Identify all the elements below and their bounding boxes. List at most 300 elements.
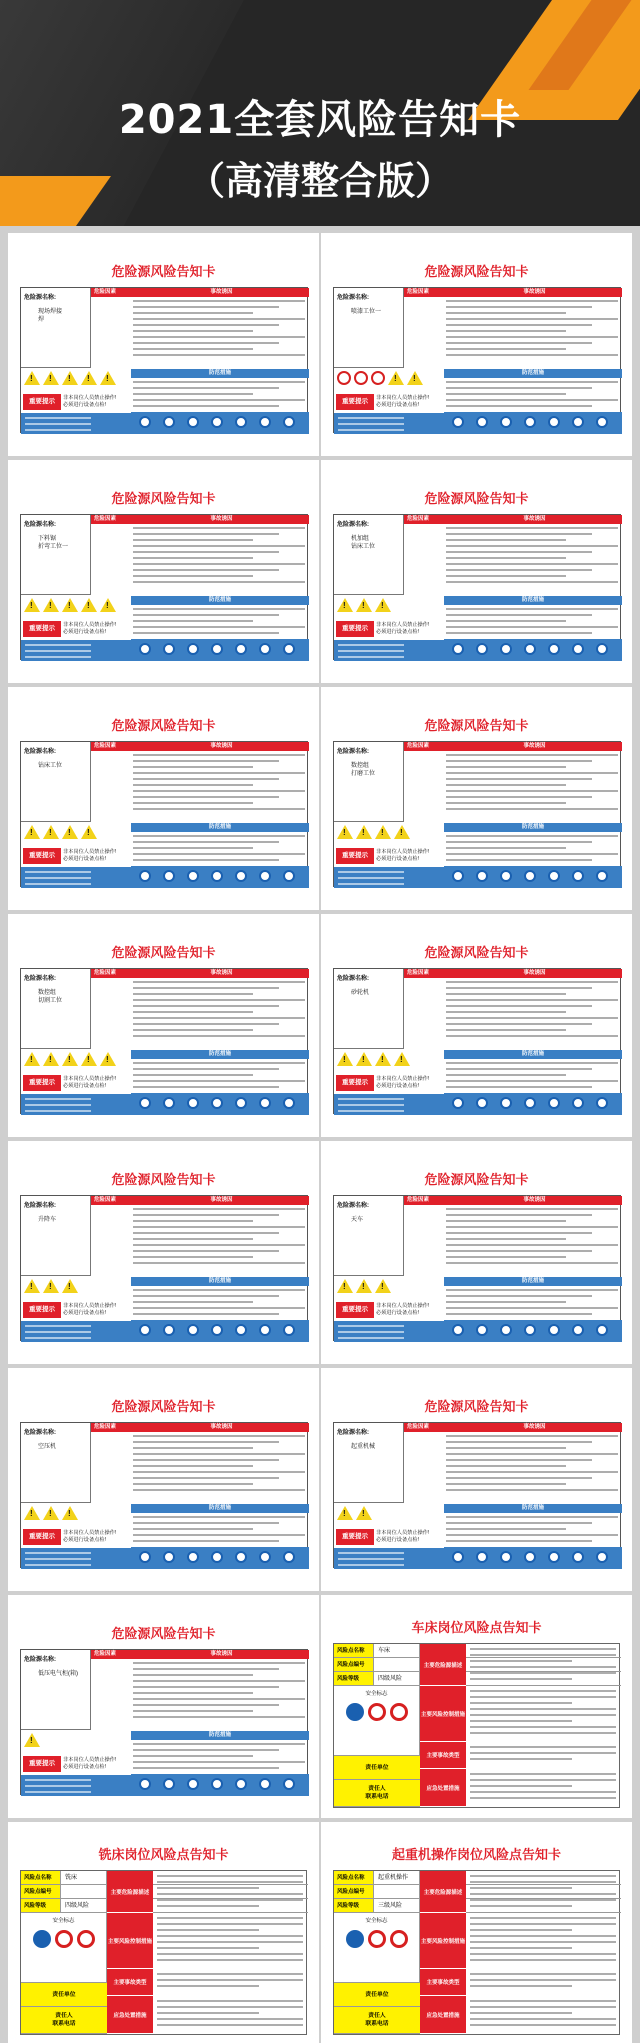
accident-text-line — [133, 772, 305, 774]
accident-text-line — [133, 981, 305, 983]
post-text-line — [470, 1758, 572, 1760]
accident-text-line — [133, 784, 253, 786]
important-label: 重要提示 — [23, 1302, 61, 1318]
hazard-name-label: 危险源名称: — [337, 1430, 369, 1436]
post-text-line — [470, 2012, 572, 2014]
hazard-name-value: 机加组 钻床工位 — [351, 536, 376, 550]
prevention-lines — [446, 1516, 618, 1546]
hazard-name-label: 危险源名称: — [337, 295, 369, 301]
responsibility-footer — [334, 1321, 444, 1342]
prohibition-sign-icon — [368, 1703, 386, 1721]
accident-lines — [446, 527, 618, 587]
prevention-text-line — [446, 632, 592, 634]
prohibition-sign-icon — [390, 1703, 408, 1721]
accident-text-line — [133, 1453, 305, 1455]
ppe-icon — [259, 1324, 271, 1336]
post-text-line — [157, 1947, 259, 1949]
accident-header: 事故诱因 — [131, 1196, 309, 1205]
accident-text-line — [446, 1256, 566, 1258]
hazard-name-value: 下料锯 折弯工位一 — [38, 536, 69, 550]
warning-signs — [24, 371, 128, 391]
footer-line — [25, 1785, 91, 1787]
warning-signs — [24, 1733, 128, 1753]
prevention-text-line — [133, 1755, 253, 1757]
important-label: 重要提示 — [23, 848, 61, 864]
post-text-line — [470, 1973, 616, 1975]
prevention-text-line — [446, 1516, 618, 1518]
accident-header: 事故诱因 — [131, 1650, 309, 1659]
hazard-name-label: 危险源名称: — [337, 1203, 369, 1209]
post-info-value: 起重机操作 — [374, 1871, 420, 1884]
accident-text-line — [446, 557, 566, 559]
warning-triangle-icon — [81, 371, 97, 385]
accident-text-line — [133, 1023, 279, 1025]
hazard-name-value: 空压机 — [38, 1444, 57, 1450]
prevention-lines — [133, 835, 305, 865]
post-text-line — [470, 1779, 616, 1781]
prohibition-sign-icon — [55, 1930, 73, 1948]
post-section-label: 主要危险源描述 — [107, 1871, 153, 1913]
prevention-header: 防范措施 — [131, 1277, 309, 1286]
footer-line — [25, 883, 91, 885]
accident-text-line — [446, 1262, 618, 1264]
responsibility-footer — [334, 640, 444, 661]
post-text-line — [157, 1923, 303, 1925]
ppe-icon — [211, 1324, 223, 1336]
accident-text-line — [133, 1674, 253, 1676]
important-label: 重要提示 — [23, 1756, 61, 1772]
warning-triangle-icon — [394, 825, 410, 839]
warning-triangle-icon — [100, 598, 116, 612]
accident-text-line — [446, 1453, 618, 1455]
prevention-lines — [446, 1289, 618, 1319]
post-text-line — [157, 1979, 303, 1981]
important-notice — [334, 846, 444, 866]
accident-text-line — [133, 1035, 305, 1037]
ppe-icon — [548, 1097, 560, 1109]
post-left-label: 责任单位 — [21, 1983, 107, 2007]
post-text-line — [157, 1893, 303, 1895]
post-section-text — [157, 1875, 303, 1911]
hazard-card — [20, 1649, 308, 1795]
slide-title: 危险源风险告知卡 — [111, 1173, 216, 1188]
hazard-name-value: 升降车 — [38, 1217, 57, 1223]
hazard-name-label: 危险源名称: — [24, 1657, 56, 1663]
accident-text-line — [133, 1668, 279, 1670]
warning-triangle-icon — [356, 1506, 372, 1520]
safety-sign-label: 安全标志 — [365, 1918, 388, 1924]
prohibition-sign-icon — [390, 1930, 408, 1948]
accident-text-line — [133, 1710, 253, 1712]
ppe-icon — [548, 416, 560, 428]
ppe-icon — [283, 870, 295, 882]
accident-text-line — [133, 1005, 279, 1007]
important-text: 非本岗位人员禁止操作! 必须进行设备点检! — [63, 849, 117, 862]
ppe-icon — [548, 1324, 560, 1336]
slide-title: 危险源风险告知卡 — [111, 265, 216, 280]
slide-title: 车床岗位风险点告知卡 — [411, 1621, 542, 1636]
post-section-label: 应急处置措施 — [420, 1996, 466, 2034]
hazard-name-box — [21, 1650, 91, 1730]
accident-text-line — [446, 1035, 618, 1037]
warning-triangle-icon — [356, 1279, 372, 1293]
warning-triangle-icon — [43, 825, 59, 839]
prevention-text-line — [446, 608, 618, 610]
important-text: 非本岗位人员禁止操作! 必须进行设备点检! — [376, 622, 430, 635]
accident-text-line — [133, 569, 279, 571]
hazard-card-slide — [8, 233, 319, 456]
hazard-name-label: 危险源名称: — [24, 522, 56, 528]
accident-text-line — [133, 551, 279, 553]
important-text: 非本岗位人员禁止操作! 必须进行设备点检! — [376, 1303, 430, 1316]
prevention-text-line — [133, 1068, 279, 1070]
ppe-icon-bar — [131, 639, 309, 661]
hazard-name-box — [21, 1423, 91, 1503]
accident-header: 事故诱因 — [444, 1423, 622, 1432]
ppe-icon-bar — [131, 412, 309, 434]
ppe-icon — [548, 870, 560, 882]
accident-text-line — [446, 336, 618, 338]
post-risk-card — [333, 1643, 620, 1808]
prevention-text-line — [446, 1528, 566, 1530]
post-text-line — [157, 1887, 259, 1889]
prevention-text-line — [133, 853, 305, 855]
ppe-icon-bar — [131, 1547, 309, 1569]
post-text-line — [157, 1929, 259, 1931]
post-section-label: 主要风险控制措施 — [420, 1913, 466, 1969]
prevention-header: 防范措施 — [131, 1504, 309, 1513]
post-card-slide — [321, 1822, 632, 2043]
accident-text-line — [133, 1680, 305, 1682]
accident-text-line — [133, 348, 253, 350]
ppe-icon — [283, 1097, 295, 1109]
ppe-icon — [163, 1097, 175, 1109]
safety-sign-icons — [21, 1930, 106, 1948]
ppe-icon — [139, 643, 151, 655]
important-notice — [21, 1073, 131, 1093]
post-section-label: 主要事故类型 — [107, 1969, 153, 1996]
important-notice — [334, 392, 444, 412]
important-notice — [21, 1527, 131, 1547]
post-text-line — [470, 1732, 616, 1734]
post-left-label: 责任单位 — [334, 1983, 420, 2007]
post-text-line — [157, 2006, 303, 2008]
prohibition-sign-icon — [337, 371, 351, 385]
accident-text-line — [446, 1489, 618, 1491]
warning-signs — [24, 1052, 128, 1072]
responsibility-footer — [21, 1094, 131, 1115]
warning-signs — [337, 371, 441, 391]
important-text: 非本岗位人员禁止操作! 必须进行设备点检! — [63, 1530, 117, 1543]
factors-header: 危险因素 — [404, 742, 444, 751]
prevention-text-line — [133, 1295, 279, 1297]
footer-line — [25, 417, 91, 419]
post-section-label: 主要危险源描述 — [420, 1871, 466, 1913]
footer-line — [25, 1558, 91, 1560]
post-text-line — [470, 1979, 616, 1981]
warning-triangle-icon — [407, 371, 423, 385]
important-label: 重要提示 — [23, 621, 61, 637]
warning-triangle-icon — [62, 598, 78, 612]
post-info-key: 风险点名称 — [21, 1871, 61, 1884]
accident-text-line — [133, 336, 305, 338]
accident-text-line — [133, 1208, 305, 1210]
accident-text-line — [133, 790, 305, 792]
hazard-name-value: 钻床工位 — [38, 763, 63, 769]
accident-text-line — [133, 533, 279, 535]
hazard-name-value: 起重机械 — [351, 1444, 376, 1450]
accident-text-line — [133, 999, 305, 1001]
prevention-text-line — [446, 1068, 592, 1070]
important-label: 重要提示 — [336, 1302, 374, 1318]
prevention-text-line — [446, 620, 566, 622]
accident-text-line — [133, 557, 253, 559]
accident-text-line — [133, 539, 253, 541]
ppe-icon — [476, 643, 488, 655]
prevention-text-line — [446, 847, 566, 849]
post-text-line — [157, 1881, 303, 1883]
hazard-name-label: 危险源名称: — [24, 295, 56, 301]
ppe-icon — [572, 1324, 584, 1336]
ppe-icon — [283, 1778, 295, 1790]
warning-triangle-icon — [62, 1506, 78, 1520]
post-text-line — [470, 1881, 616, 1883]
important-label: 重要提示 — [336, 394, 374, 410]
hazard-card — [333, 741, 621, 887]
accident-lines — [446, 754, 618, 814]
post-info-value — [374, 1658, 420, 1671]
warning-triangle-icon — [337, 1279, 353, 1293]
ppe-icon — [500, 1324, 512, 1336]
accident-text-line — [133, 306, 279, 308]
ppe-icon — [235, 1778, 247, 1790]
prevention-text-line — [133, 841, 279, 843]
prevention-text-line — [446, 626, 618, 628]
accident-text-line — [446, 784, 566, 786]
accident-text-line — [133, 1477, 279, 1479]
post-text-line — [470, 1785, 572, 1787]
accident-text-line — [446, 760, 592, 762]
footer-line — [25, 1552, 91, 1554]
accident-text-line — [133, 1220, 253, 1222]
accident-text-line — [133, 312, 253, 314]
post-text-line — [157, 1985, 259, 1987]
ppe-icon — [572, 1097, 584, 1109]
post-text-line — [470, 1893, 616, 1895]
warning-triangle-icon — [100, 371, 116, 385]
post-section-text — [470, 1690, 616, 1738]
ppe-icon — [596, 1324, 608, 1336]
ppe-icon — [259, 416, 271, 428]
safety-sign-box — [334, 1913, 420, 1983]
footer-line — [25, 1110, 91, 1112]
slide-title: 危险源风险告知卡 — [111, 492, 216, 507]
ppe-icon-bar — [131, 866, 309, 888]
ppe-icon — [163, 1324, 175, 1336]
responsibility-footer — [334, 413, 444, 434]
prevention-lines — [133, 1743, 305, 1773]
ppe-icon — [596, 643, 608, 655]
accident-text-line — [133, 766, 253, 768]
prevention-text-line — [133, 393, 253, 395]
post-text-line — [470, 1929, 572, 1931]
post-info-value: 车床 — [374, 1644, 420, 1657]
accident-text-line — [133, 1459, 279, 1461]
ppe-icon-bar — [444, 1320, 622, 1342]
important-notice — [334, 619, 444, 639]
hazard-name-value: 砂轮机 — [351, 990, 370, 996]
post-info-key: 风险等级 — [21, 1899, 61, 1912]
hazard-card — [20, 968, 308, 1114]
accident-text-line — [133, 760, 279, 762]
post-info-key: 风险等级 — [334, 1899, 374, 1912]
safety-sign-label: 安全标志 — [365, 1691, 388, 1697]
accident-text-line — [446, 1214, 592, 1216]
post-info-key: 风险点编号 — [21, 1885, 61, 1898]
ppe-icon — [283, 643, 295, 655]
warning-triangle-icon — [81, 1052, 97, 1066]
prevention-lines — [133, 1289, 305, 1319]
accident-text-line — [133, 1435, 305, 1437]
hazard-name-box — [334, 1196, 404, 1276]
important-text: 非本岗位人员禁止操作! 必须进行设备点检! — [376, 1076, 430, 1089]
responsibility-footer — [21, 1548, 131, 1569]
ppe-icon — [452, 416, 464, 428]
mandatory-sign-icon — [346, 1703, 364, 1721]
prevention-text-line — [133, 1080, 305, 1082]
factors-header: 危险因素 — [404, 288, 444, 297]
responsibility-footer — [334, 1548, 444, 1569]
prevention-text-line — [133, 1086, 279, 1088]
post-text-line — [470, 1752, 616, 1754]
responsibility-footer — [21, 867, 131, 888]
post-text-line — [470, 1720, 572, 1722]
ppe-icon — [163, 1778, 175, 1790]
important-notice — [21, 846, 131, 866]
accident-lines — [446, 300, 618, 360]
hazard-card — [20, 287, 308, 433]
accident-text-line — [133, 778, 279, 780]
accident-text-line — [446, 300, 618, 302]
post-section-label: 主要事故类型 — [420, 1742, 466, 1769]
accident-text-line — [133, 1250, 279, 1252]
prevention-text-line — [446, 1062, 618, 1064]
accident-text-line — [446, 348, 566, 350]
warning-triangle-icon — [337, 1506, 353, 1520]
prevention-text-line — [133, 620, 253, 622]
post-section-text — [470, 2000, 616, 2030]
responsibility-footer — [21, 1775, 131, 1796]
hazard-card-slide — [321, 460, 632, 683]
accident-text-line — [133, 527, 305, 529]
post-text-line — [157, 2012, 259, 2014]
accident-text-line — [133, 1232, 279, 1234]
factors-header: 危险因素 — [91, 288, 131, 297]
accident-text-line — [446, 1023, 592, 1025]
responsibility-footer — [21, 1321, 131, 1342]
accident-text-line — [133, 1471, 305, 1473]
accident-text-line — [446, 1441, 592, 1443]
post-text-line — [470, 1666, 616, 1668]
post-section-text — [157, 2000, 303, 2030]
post-text-line — [470, 1953, 616, 1955]
ppe-icon — [163, 870, 175, 882]
accident-text-line — [133, 1256, 253, 1258]
post-section-text — [470, 1746, 616, 1764]
footer-line — [338, 1552, 404, 1554]
slide-title: 危险源风险告知卡 — [424, 265, 529, 280]
prevention-text-line — [133, 1761, 305, 1763]
prevention-text-line — [133, 1301, 253, 1303]
safety-sign-box — [334, 1686, 420, 1756]
ppe-icon — [596, 1551, 608, 1563]
accident-header: 事故诱因 — [444, 1196, 622, 1205]
ppe-icon — [452, 1324, 464, 1336]
footer-line — [25, 1779, 91, 1781]
post-info-key: 风险点编号 — [334, 1658, 374, 1671]
mandatory-sign-icon — [33, 1930, 51, 1948]
ppe-icon — [211, 1778, 223, 1790]
ppe-icon — [163, 1551, 175, 1563]
important-label: 重要提示 — [23, 1529, 61, 1545]
warning-signs — [24, 598, 128, 618]
important-text: 非本岗位人员禁止操作! 必须进行设备点检! — [376, 849, 430, 862]
ppe-icon-bar — [444, 1093, 622, 1115]
warning-signs — [24, 825, 128, 845]
accident-text-line — [133, 342, 279, 344]
post-card-slide — [8, 1822, 319, 2043]
ppe-icon — [452, 1097, 464, 1109]
ppe-icon — [187, 1324, 199, 1336]
accident-text-line — [446, 1435, 618, 1437]
hazard-card — [333, 1195, 621, 1341]
post-section-label: 主要风险控制措施 — [420, 1686, 466, 1742]
ppe-icon — [211, 1551, 223, 1563]
accident-header: 事故诱因 — [444, 288, 622, 297]
ppe-icon — [235, 643, 247, 655]
important-notice — [334, 1300, 444, 1320]
prevention-text-line — [133, 1528, 253, 1530]
post-info-value — [374, 1885, 420, 1898]
prevention-text-line — [133, 632, 279, 634]
hazard-card-slide — [321, 233, 632, 456]
ppe-icon — [524, 1324, 536, 1336]
prevention-text-line — [133, 847, 253, 849]
hazard-card-slide — [8, 1368, 319, 1591]
prevention-text-line — [446, 1080, 618, 1082]
hazard-name-box — [334, 288, 404, 368]
prevention-text-line — [133, 1540, 279, 1542]
post-info-key: 风险点编号 — [334, 1885, 374, 1898]
prevention-text-line — [133, 1074, 253, 1076]
ppe-icon — [572, 870, 584, 882]
accident-header: 事故诱因 — [131, 1423, 309, 1432]
prevention-text-line — [133, 859, 279, 861]
post-text-line — [470, 1959, 616, 1961]
responsibility-footer — [334, 867, 444, 888]
safety-sign-box — [21, 1913, 107, 1983]
factors-header: 危险因素 — [404, 1196, 444, 1205]
post-text-line — [470, 1985, 572, 1987]
ppe-icon — [259, 1097, 271, 1109]
post-text-line — [470, 1696, 616, 1698]
banner-subtitle: （高清整合版） — [186, 159, 453, 203]
warning-triangle-icon — [375, 1052, 391, 1066]
important-notice — [21, 619, 131, 639]
prevention-text-line — [446, 859, 592, 861]
accident-text-line — [133, 1465, 253, 1467]
prevention-text-line — [446, 1534, 618, 1536]
